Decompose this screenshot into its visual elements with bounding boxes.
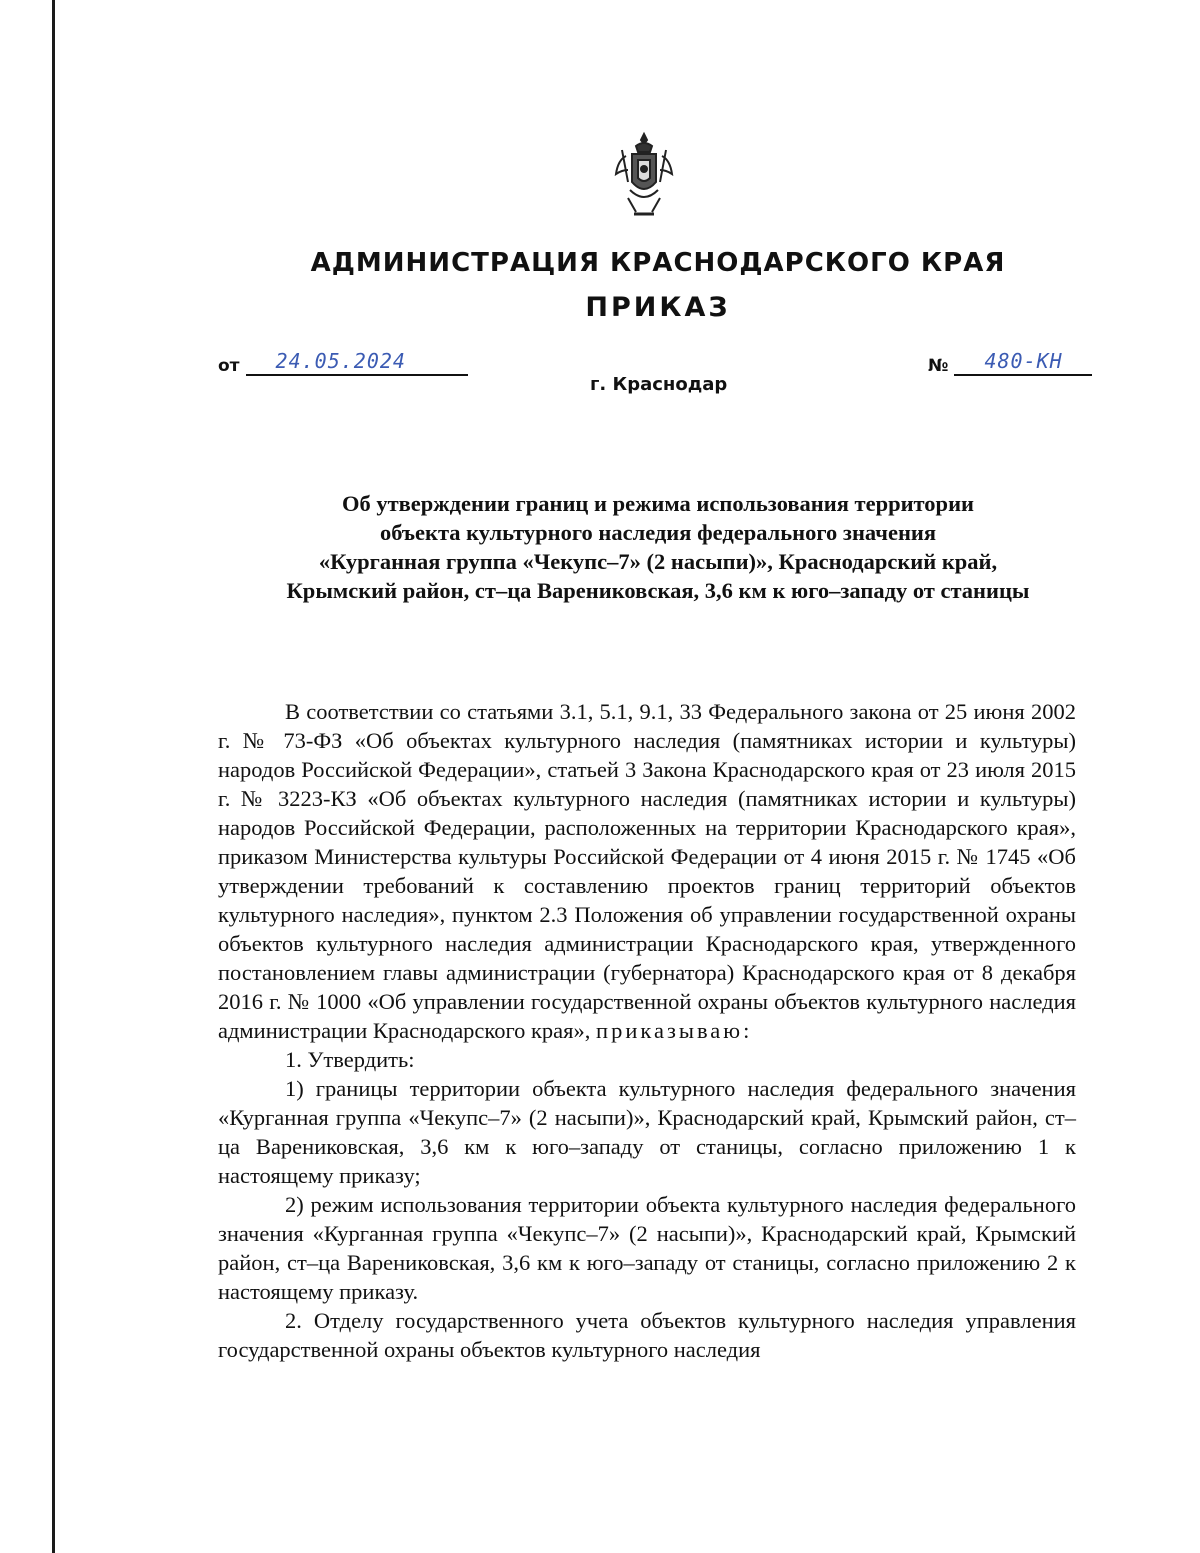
organization-title: АДМИНИСТРАЦИЯ КРАСНОДАРСКОГО КРАЯ: [310, 248, 1006, 278]
number-label: №: [928, 356, 949, 376]
handwritten-date: 24.05.2024: [275, 349, 406, 373]
item-1-2: 2) режим использования территории объекта культурного наследия федерального значения «Курганная группа «Чекупс–7» (2 насыпи)», Краснодарский край, Крымский район, ст–ца Варениковская, 3,6 км к юго–западу от станицы, согласно приложению 2 к настоящему приказу.: [218, 1192, 1076, 1304]
subject-line-3: «Курганная группа «Чекупс–7» (2 насыпи)», Краснодарский край,: [318, 549, 998, 574]
scan-border: [52, 0, 55, 1553]
item-1-1: 1) границы территории объекта культурного наследия федерального значения «Курганная группа «Чекупс–7» (2 насыпи)», Краснодарский край, Крымский район, ст–ца Варениковская, 3,6 км к юго–западу от станицы, согласно приложению 1 к настоящему приказу;: [218, 1076, 1076, 1188]
city-label: г. Краснодар: [590, 374, 728, 395]
date-field: [218, 350, 468, 376]
document-body: [218, 697, 1076, 1364]
document-subject: [200, 489, 1116, 605]
item-1: 1. Утвердить:: [285, 1047, 415, 1072]
preamble-paragraph: [218, 697, 1076, 1045]
handwritten-number: 480-КН: [984, 349, 1063, 373]
preamble-text: В соответствии со статьями 3.1, 5.1, 9.1, 33 Федерального закона от 25 июня 2002 г. № 73-ФЗ «Об объектах культурного наследия (памятниках истории и культуры) народов Российской Федерации», статьей 3 Закона Краснодарского края от 23 июля 2015 г. № 3223-КЗ «Об объектах культурного наследия (памятниках истории и культуры) народов Российской Федерации, расположенных на территории Краснодарского края», приказом Министерства культуры Российской Федерации от 4 июня 2015 г. № 1745 «Об утверждении требований к составлению проектов границ территорий объектов культурного наследия», пунктом 2.3 Положения об управлении государственной охраны объектов культурного наследия администрации Краснодарского края, утвержденного постановлением главы администрации (губернатора) Краснодарского края от 8 декабря 2016 г. № 1000 «Об управлении государственной охраны объектов культурного наследия администрации Краснодарского края»,: [218, 699, 1076, 1043]
date-line: [246, 350, 468, 376]
item-2: 2. Отделу государственного учета объектов культурного наследия управления государственной охраны объектов культурного наследия: [218, 1308, 1076, 1362]
date-label: от: [218, 356, 240, 376]
coat-of-arms-icon: [612, 130, 676, 220]
number-line: [954, 350, 1092, 376]
subject-line-1: Об утверждении границ и режима использования территории: [341, 491, 975, 516]
number-field: [928, 350, 1092, 376]
document-type-heading: ПРИКАЗ: [585, 292, 731, 323]
subject-line-4: Крымский район, ст–ца Варениковская, 3,6 км к юго–западу от станицы: [286, 578, 1030, 603]
subject-line-2: объекта культурного наследия федерального значения: [379, 520, 937, 545]
order-word: приказываю:: [596, 1018, 753, 1043]
